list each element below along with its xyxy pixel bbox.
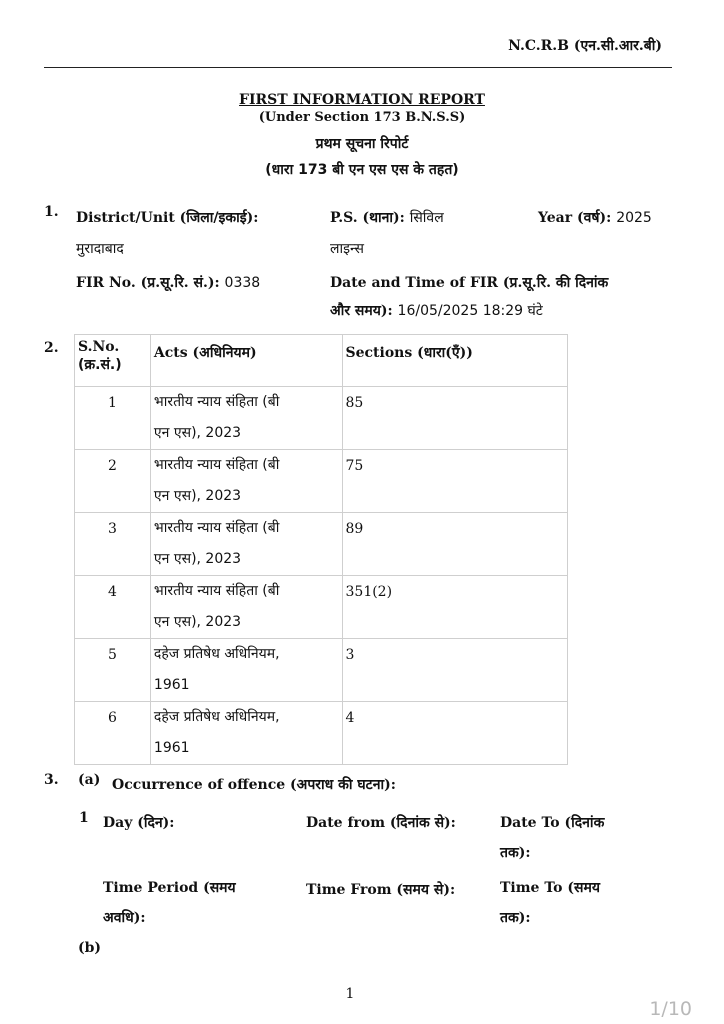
row-section: 4 xyxy=(342,702,568,765)
row-section: 85 xyxy=(342,387,568,450)
district-value: मुरादाबाद xyxy=(76,241,124,257)
section-3-number: 3. xyxy=(44,772,59,788)
row-section: 75 xyxy=(342,450,568,513)
row-act: भारतीय न्याय संहिता (बी एन एस), 2023 xyxy=(150,387,342,450)
row-act: दहेज प्रतिषेध अधिनियम, 1961 xyxy=(150,702,342,765)
table-row xyxy=(75,639,568,702)
row-sno: 1 xyxy=(75,387,151,450)
day-label: Day (दिन): xyxy=(103,815,175,831)
ps-value-line2: लाइन्स xyxy=(330,241,364,257)
fir-datetime-label-2: और समय): xyxy=(330,303,393,319)
header-sno: S.No. (क्र.सं.) xyxy=(75,335,151,387)
year-field xyxy=(538,203,652,233)
row-act: भारतीय न्याय संहिता (बी एन एस), 2023 xyxy=(150,576,342,639)
year-label: Year (वर्ष): xyxy=(538,210,612,226)
header-divider xyxy=(44,67,672,68)
row-section: 89 xyxy=(342,513,568,576)
fir-number-field xyxy=(76,268,260,298)
header-sections: Sections (धारा(एँ)) xyxy=(342,335,568,387)
section-2-number: 2. xyxy=(44,340,59,356)
row-sno: 4 xyxy=(75,576,151,639)
table-row xyxy=(75,387,568,450)
row-section: 3 xyxy=(342,639,568,702)
occurrence-label: Occurrence of offence (अपराध की घटना): xyxy=(112,777,396,793)
fir-datetime-label: Date and Time of FIR (प्र.सू.रि. की दिनांक xyxy=(330,275,609,291)
ps-value: सिविल xyxy=(409,210,444,226)
report-subtitle-hindi: (धारा 173 बी एन एस एस के तहत) xyxy=(265,162,459,178)
date-to-label: Date To (दिनांक तक): xyxy=(500,815,605,861)
table-row xyxy=(75,450,568,513)
police-station-field xyxy=(330,203,444,233)
ncrb-header: N.C.R.B (एन.सी.आर.बी) xyxy=(508,38,662,54)
subsection-b-label: (b) xyxy=(78,940,102,956)
page-number: 1 xyxy=(345,986,355,1002)
fir-value: 0338 xyxy=(224,275,261,291)
date-from-label: Date from (दिनांक से): xyxy=(306,815,456,831)
row-section: 351(2) xyxy=(342,576,568,639)
table-row xyxy=(75,576,568,639)
table-row xyxy=(75,513,568,576)
fir-datetime-field xyxy=(330,296,543,326)
subsection-a-label: (a) xyxy=(78,772,101,788)
fir-label: FIR No. (प्र.सू.रि. सं.): xyxy=(76,275,220,291)
row-act: भारतीय न्याय संहिता (बी एन एस), 2023 xyxy=(150,513,342,576)
row-act: दहेज प्रतिषेध अधिनियम, 1961 xyxy=(150,639,342,702)
occurrence-item-number: 1 xyxy=(79,810,89,826)
district-label: District/Unit (जिला/इकाई): xyxy=(76,210,259,226)
row-sno: 2 xyxy=(75,450,151,513)
fir-datetime-value: 16/05/2025 18:29 घंटे xyxy=(397,303,543,319)
row-sno: 3 xyxy=(75,513,151,576)
section-1-number: 1. xyxy=(44,204,59,220)
time-from-label: Time From (समय से): xyxy=(306,882,456,898)
table-header-row xyxy=(75,335,568,387)
time-period-label: Time Period (समय अवधि): xyxy=(103,880,236,926)
time-to-label: Time To (समय तक): xyxy=(500,880,600,926)
report-subtitle: (Under Section 173 B.N.S.S) xyxy=(258,110,466,125)
table-row xyxy=(75,702,568,765)
ps-label: P.S. (थाना): xyxy=(330,210,405,226)
row-sno: 5 xyxy=(75,639,151,702)
year-value: 2025 xyxy=(616,210,652,226)
row-act: भारतीय न्याय संहिता (बी एन एस), 2023 xyxy=(150,450,342,513)
report-title-hindi: प्रथम सूचना रिपोर्ट xyxy=(315,136,409,152)
acts-sections-table xyxy=(74,334,568,765)
header-acts: Acts (अधिनियम) xyxy=(150,335,342,387)
report-title: FIRST INFORMATION REPORT xyxy=(239,92,485,108)
page-count-indicator: 1/10 xyxy=(649,998,692,1020)
row-sno: 6 xyxy=(75,702,151,765)
